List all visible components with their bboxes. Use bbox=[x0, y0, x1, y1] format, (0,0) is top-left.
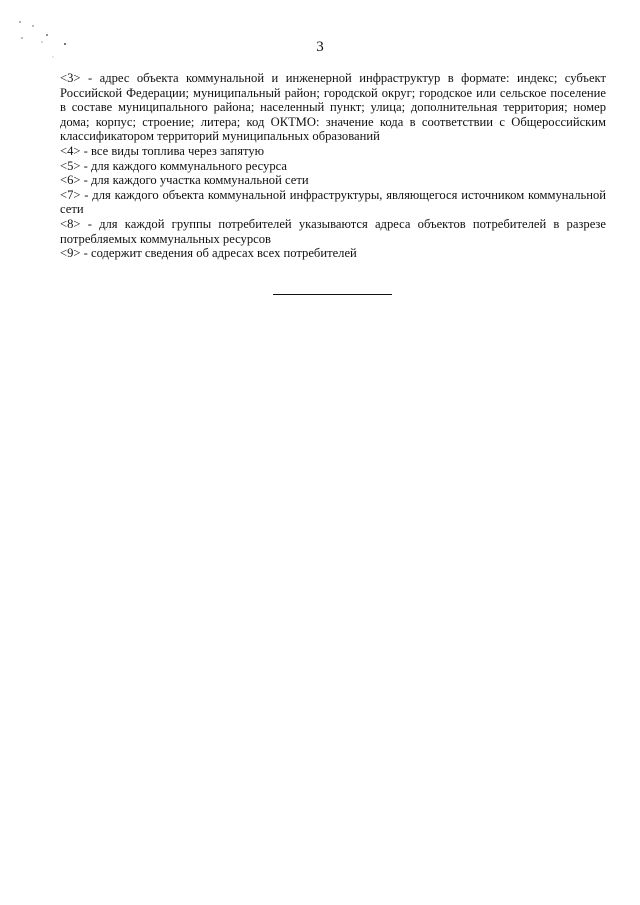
footnote-6: <6> - для каждого участка коммунальной сети bbox=[60, 173, 309, 188]
footnote-4: <4> - все виды топлива через запятую bbox=[60, 143, 265, 158]
footnote-5: <5> - для каждого коммунального ресурса bbox=[60, 158, 287, 173]
footnote-3: <3> - адрес объекта коммунальной и инженерной инфраструктур в формате: индекс; субъект Российской Федерации; муниципальный район; городской округ; городское или сельское поселение в составе муниципального района; населенный пункт; улица; дополнительная территория; номер дома; корпус; строение; литера; код ОКТМО: значение кода в соответствии с Общероссийским классификатором территорий муниципальных образований bbox=[60, 71, 606, 144]
footnote-8: <8> - для каждой группы потребителей указываются адреса объектов потребителей в разрезе потребляемых коммунальных ресурсов bbox=[60, 216, 606, 246]
footnote-9: <9> - содержит сведения об адресах всех потребителей bbox=[60, 246, 357, 261]
footnotes bbox=[60, 71, 606, 261]
footnote-7: <7> - для каждого объекта коммунальной инфраструктуры, являющегося источником коммунальной сети bbox=[60, 187, 606, 217]
end-divider-line bbox=[273, 294, 392, 295]
page-number: 3 bbox=[316, 39, 324, 55]
